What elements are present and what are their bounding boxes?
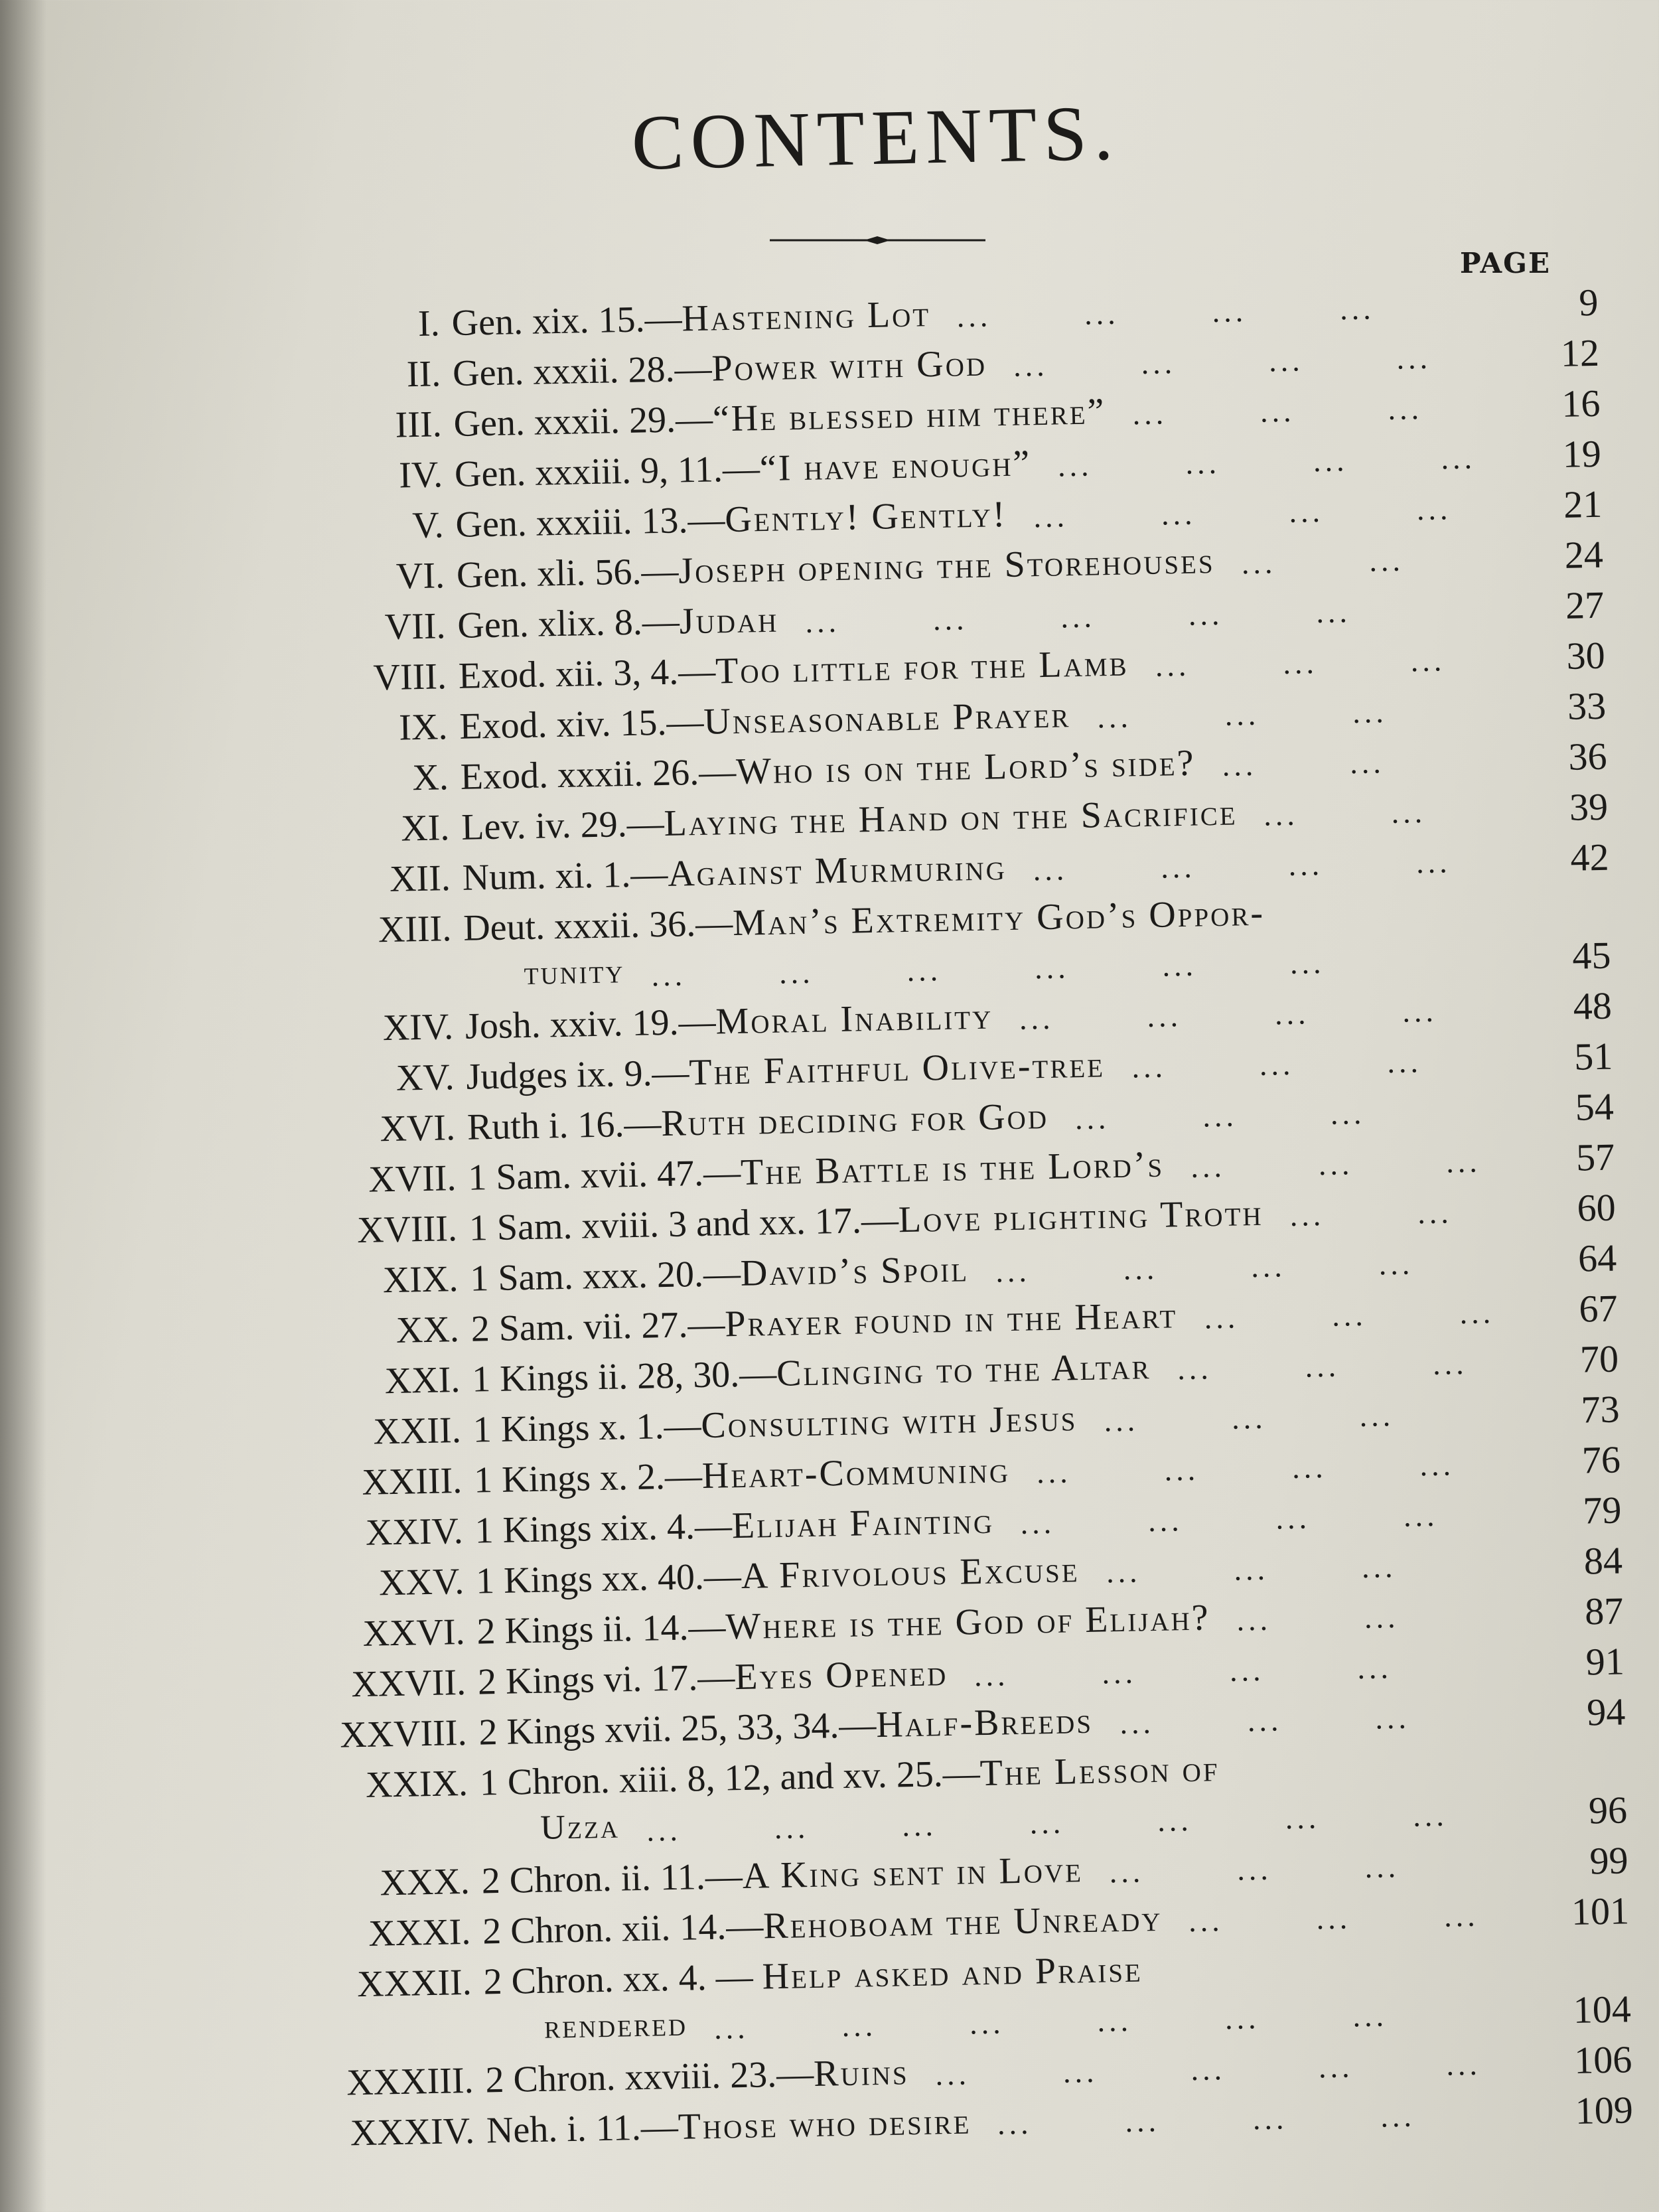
leader-dots: ... ...: [1222, 745, 1386, 782]
leader-dots: ... ... ...: [1106, 1549, 1397, 1589]
chapter-title: Ruth deciding for God: [660, 1095, 1049, 1145]
chapter-numeral: XV.: [396, 1057, 455, 1099]
chapter-title: A Frivolous Excuse: [741, 1549, 1080, 1597]
chapter-title: A King sent in Love: [742, 1849, 1084, 1897]
page-number: 67: [1578, 1286, 1619, 1331]
scripture-reference: [486, 2100, 972, 2152]
leader-dots: ... ... ... ...: [1013, 340, 1432, 383]
chapter-title: The Battle is the Lord’s: [740, 1143, 1165, 1193]
chapter-title: Who is on the Lord’s side?: [735, 742, 1196, 792]
leader-dots: ... ... ... ...: [956, 291, 1376, 334]
leader-dots: ... ... ...: [1104, 1398, 1395, 1438]
reference-text: 2 Kings vi. 17.—: [477, 1657, 735, 1703]
chapter-title: Consulting with Jesus: [700, 1398, 1078, 1447]
page-number: 70: [1579, 1337, 1619, 1381]
leader-dots: ... ... ...: [1119, 1700, 1411, 1741]
reference-text: Gen. xxxiii. 13.—: [455, 499, 726, 546]
reference-text: Judges ix. 9.—: [465, 1052, 690, 1098]
scripture-reference: [457, 599, 779, 647]
leader-dots: ... ... ... ...: [997, 2099, 1416, 2141]
reference-text: Deut. xxxii. 36.—: [463, 903, 733, 949]
leader-dots: ... ... ... ... ...: [935, 2047, 1482, 2092]
reference-text: 2 Chron. xii. 14.—: [482, 1905, 764, 1953]
chapter-title: “I have enough”: [759, 443, 1032, 490]
chapter-numeral: XVII.: [368, 1157, 457, 1201]
leader-dots: ... ... ... ...: [1036, 1447, 1455, 1490]
chapter-title: Help asked and Praise: [762, 1949, 1143, 1998]
page-number: 39: [1569, 784, 1609, 829]
leader-dots: ... ... ...: [1204, 1295, 1495, 1335]
page-number: 57: [1575, 1135, 1615, 1179]
reference-text: 2 Chron. xxviii. 23.—: [484, 2053, 814, 2101]
chapter-numeral: II.: [406, 353, 441, 396]
leader-dots: ... ...: [1263, 794, 1427, 832]
chapter-numeral: VII.: [384, 605, 447, 648]
chapter-numeral: XXVIII.: [339, 1712, 468, 1756]
reference-text: Gen. xxxiii. 9, 11.—: [454, 448, 760, 495]
reference-text: Exod. xiv. 15.—: [459, 701, 705, 747]
chapter-title: Unseasonable Prayer: [703, 694, 1071, 743]
reference-text: 1 Kings x. 1.—: [472, 1405, 702, 1451]
chapter-numeral: III.: [395, 404, 443, 446]
page-number: 106: [1573, 2037, 1632, 2082]
reference-text: Josh. xxiv. 19.—: [465, 1001, 717, 1047]
chapter-numeral: XIV.: [382, 1006, 454, 1049]
chapter-title: Against Murmuring: [667, 847, 1007, 895]
reference-text: Exod. xii. 3, 4.—: [458, 650, 716, 697]
reference-text: 2 Sam. vii. 27.—: [470, 1303, 726, 1350]
reference-text: 2 Chron. xx. 4. —: [483, 1956, 763, 2003]
leader-dots: ... ... ... ...: [1033, 492, 1452, 534]
chapter-title: Power with God: [711, 342, 987, 390]
scripture-reference: [470, 1248, 970, 1299]
page-number: 99: [1589, 1838, 1629, 1883]
chapter-numeral: XIX.: [382, 1258, 459, 1301]
reference-text: 2 Kings xvii. 25, 33, 34.—: [478, 1704, 877, 1753]
scripture-reference: [485, 2051, 909, 2101]
reference-text: 1 Kings ii. 28, 30.—: [471, 1353, 777, 1400]
leader-dots: ... ... ...: [1155, 643, 1446, 683]
leader-dots: ... ... ...: [1131, 1045, 1423, 1084]
page-number: 45: [1571, 933, 1611, 978]
chapter-title: Rehoboam the Unready: [762, 1897, 1163, 1947]
page-number: 42: [1569, 835, 1610, 879]
page-number: 73: [1580, 1387, 1621, 1432]
page-number: 76: [1581, 1438, 1621, 1482]
page-number: 27: [1565, 583, 1605, 627]
reference-text: Ruth i. 16.—: [467, 1103, 662, 1148]
chapter-title: Hastening Lot: [681, 293, 931, 340]
page-number: 16: [1561, 381, 1601, 425]
leader-dots: ... ... ...: [1109, 1849, 1400, 1889]
chapter-numeral: XVIII.: [356, 1208, 458, 1251]
leader-dots: ... ... ... ...: [1019, 994, 1438, 1036]
page-number: 19: [1562, 431, 1602, 476]
chapter-title: Laying the Hand on the Sacrifice: [664, 792, 1238, 844]
table-of-contents: [0, 279, 1659, 2168]
leader-dots: ... ... ... ... ...: [804, 595, 1352, 639]
chapter-numeral: XXX.: [379, 1860, 470, 1904]
chapter-title: Man’s Extremity God’s Oppor-: [732, 892, 1265, 944]
chapter-title: Where is the God of Elijah?: [725, 1597, 1211, 1648]
page-number: 109: [1575, 2088, 1634, 2132]
chapter-title: Love plighting Troth: [898, 1192, 1264, 1241]
leader-dots: ... ... ... ...: [1033, 845, 1452, 887]
page-number: 96: [1588, 1788, 1628, 1832]
page-number: 24: [1564, 532, 1604, 577]
chapter-title: “He blessed him there”: [712, 391, 1106, 440]
leader-dots: ... ... ...: [1188, 1898, 1480, 1939]
chapter-title: Gently! Gently!: [724, 493, 1007, 541]
reference-text: Num. xi. 1.—: [462, 853, 668, 899]
chapter-title: Too little for the Lamb: [715, 642, 1129, 692]
page-number: 64: [1577, 1236, 1617, 1280]
chapter-title: David’s Spoil: [740, 1248, 970, 1294]
chapter-numeral: V.: [411, 504, 445, 547]
chapter-title: Joseph opening the Storehouses: [678, 540, 1216, 592]
chapter-numeral: XXVII.: [350, 1661, 467, 1706]
leader-dots: ... ... ... ...: [995, 1246, 1414, 1289]
leader-dots: ... ... ... ... ... ... ...: [646, 1798, 1449, 1848]
leader-dots: ... ... ... ...: [974, 1651, 1393, 1693]
page-number: 79: [1582, 1488, 1622, 1532]
page-number: 91: [1585, 1639, 1625, 1684]
reference-text: 2 Chron. ii. 11.—: [481, 1856, 743, 1902]
reference-text: 1 Chron. xiii. 8, 12, and xv. 25.—: [479, 1753, 981, 1804]
chapter-numeral: XVI.: [379, 1107, 456, 1150]
chapter-title: The Lesson of: [979, 1748, 1220, 1795]
chapter-title: Elijah Fainting: [731, 1500, 995, 1547]
leader-dots: ... ... ...: [1096, 695, 1388, 735]
chapter-numeral: XXVI.: [362, 1611, 466, 1655]
page-number: 101: [1571, 1889, 1630, 1934]
page-number: 51: [1573, 1034, 1613, 1078]
leader-dots: ... ... ...: [1132, 391, 1423, 431]
leader-dots: ... ... ... ...: [1057, 441, 1477, 483]
chapter-title: Heart-Communing: [701, 1449, 1011, 1497]
leader-dots: ... ...: [1241, 543, 1405, 581]
chapter-title-continued: rendered: [543, 2005, 688, 2046]
chapter-title: Eyes Opened: [734, 1653, 948, 1698]
chapter-numeral: I.: [417, 303, 441, 344]
chapter-numeral: VI.: [396, 555, 445, 597]
chapter-numeral: XXI.: [384, 1359, 461, 1402]
page-title: CONTENTS.: [630, 89, 1121, 186]
reference-text: 2 Kings ii. 14.—: [476, 1606, 727, 1653]
reference-text: Gen. xix. 15.—: [451, 298, 683, 344]
leader-dots: ... ... ... ... ... ...: [651, 945, 1325, 993]
chapter-numeral: XXIII.: [361, 1460, 463, 1503]
scripture-reference: [477, 1652, 948, 1704]
scripture-reference: [451, 293, 931, 344]
page-number: 54: [1575, 1084, 1615, 1129]
chapter-numeral: XXXIV.: [350, 2110, 475, 2154]
page-number: 12: [1560, 331, 1600, 375]
chapter-title: Ruins: [813, 2051, 910, 2095]
page-number: 48: [1573, 984, 1613, 1028]
reference-text: Exod. xxxii. 26.—: [460, 751, 737, 798]
reference-text: Neh. i. 11.—: [486, 2106, 679, 2152]
reference-text: 1 Kings xx. 40.—: [475, 1555, 742, 1602]
reference-text: Lev. iv. 29.—: [461, 802, 665, 848]
reference-text: Gen. xxxii. 28.—: [452, 348, 713, 394]
page-column-label: PAGE: [1460, 247, 1551, 279]
ornament-rule: [770, 236, 985, 245]
page-number: 9: [1578, 280, 1599, 325]
chapter-title-continued: tunity: [523, 952, 626, 993]
page-number: 87: [1584, 1589, 1624, 1633]
chapter-numeral: XIII.: [378, 908, 452, 951]
chapter-title: Moral Inability: [715, 995, 993, 1043]
chapter-numeral: XXXII.: [356, 1961, 472, 2006]
chapter-title: Prayer found in the Heart: [724, 1295, 1178, 1345]
leader-dots: ... ... ...: [1074, 1096, 1366, 1136]
page-number: 60: [1576, 1185, 1617, 1230]
chapter-numeral: XXXI.: [368, 1911, 471, 1954]
chapter-numeral: XXII.: [372, 1410, 462, 1453]
chapter-title-continued: Uzza: [540, 1807, 620, 1847]
chapter-numeral: XXIX.: [365, 1762, 469, 1806]
reference-text: Gen. xlix. 8.—: [457, 601, 680, 646]
page-number: 84: [1583, 1538, 1623, 1583]
reference-text: Gen. xxxii. 29.—: [453, 398, 713, 445]
page-number: 94: [1586, 1690, 1626, 1734]
chapter-title: Clinging to the Altar: [776, 1346, 1151, 1394]
chapter-numeral: IV.: [398, 454, 443, 496]
leader-dots: ... ...: [1289, 1195, 1453, 1232]
reference-text: 1 Sam. xxx. 20.—: [469, 1252, 741, 1299]
chapter-title: Judah: [679, 599, 779, 642]
reference-text: Gen. xli. 56.—: [456, 550, 679, 596]
chapter-numeral: XXXIII.: [346, 2059, 474, 2104]
chapter-numeral: X.: [411, 757, 449, 799]
leader-dots: ... ... ...: [1177, 1346, 1469, 1386]
chapter-numeral: XI.: [400, 807, 450, 849]
reference-text: 1 Kings xix. 4.—: [474, 1505, 733, 1552]
leader-dots: ... ... ... ...: [1020, 1498, 1439, 1540]
leader-dots: ... ... ... ... ... ...: [713, 1998, 1388, 2045]
chapter-numeral: XXV.: [378, 1560, 465, 1604]
chapter-numeral: XXIV.: [365, 1510, 464, 1554]
page-number: 104: [1573, 1987, 1632, 2031]
chapter-title: Those who desire: [678, 2101, 972, 2148]
page-number: 36: [1567, 734, 1608, 778]
chapter-numeral: VIII.: [372, 656, 447, 699]
page-number: 30: [1566, 633, 1606, 678]
chapter-title: The Faithful Olive-tree: [688, 1044, 1106, 1094]
reference-text: 1 Sam. xviii. 3 and xx. 17.—: [469, 1199, 899, 1249]
chapter-numeral: IX.: [398, 706, 448, 749]
reference-text: 1 Kings x. 2.—: [473, 1455, 703, 1501]
scripture-reference: [474, 1500, 995, 1552]
chapter-title: Half-Breeds: [875, 1700, 1094, 1746]
page-number: 33: [1567, 684, 1607, 728]
chapter-numeral: XII.: [389, 857, 451, 900]
leader-dots: ... ...: [1236, 1599, 1400, 1637]
reference-text: 1 Sam. xvii. 47.—: [467, 1151, 741, 1199]
chapter-numeral: XX.: [396, 1309, 460, 1351]
page-number: 21: [1563, 482, 1603, 526]
leader-dots: ... ... ...: [1190, 1144, 1482, 1184]
